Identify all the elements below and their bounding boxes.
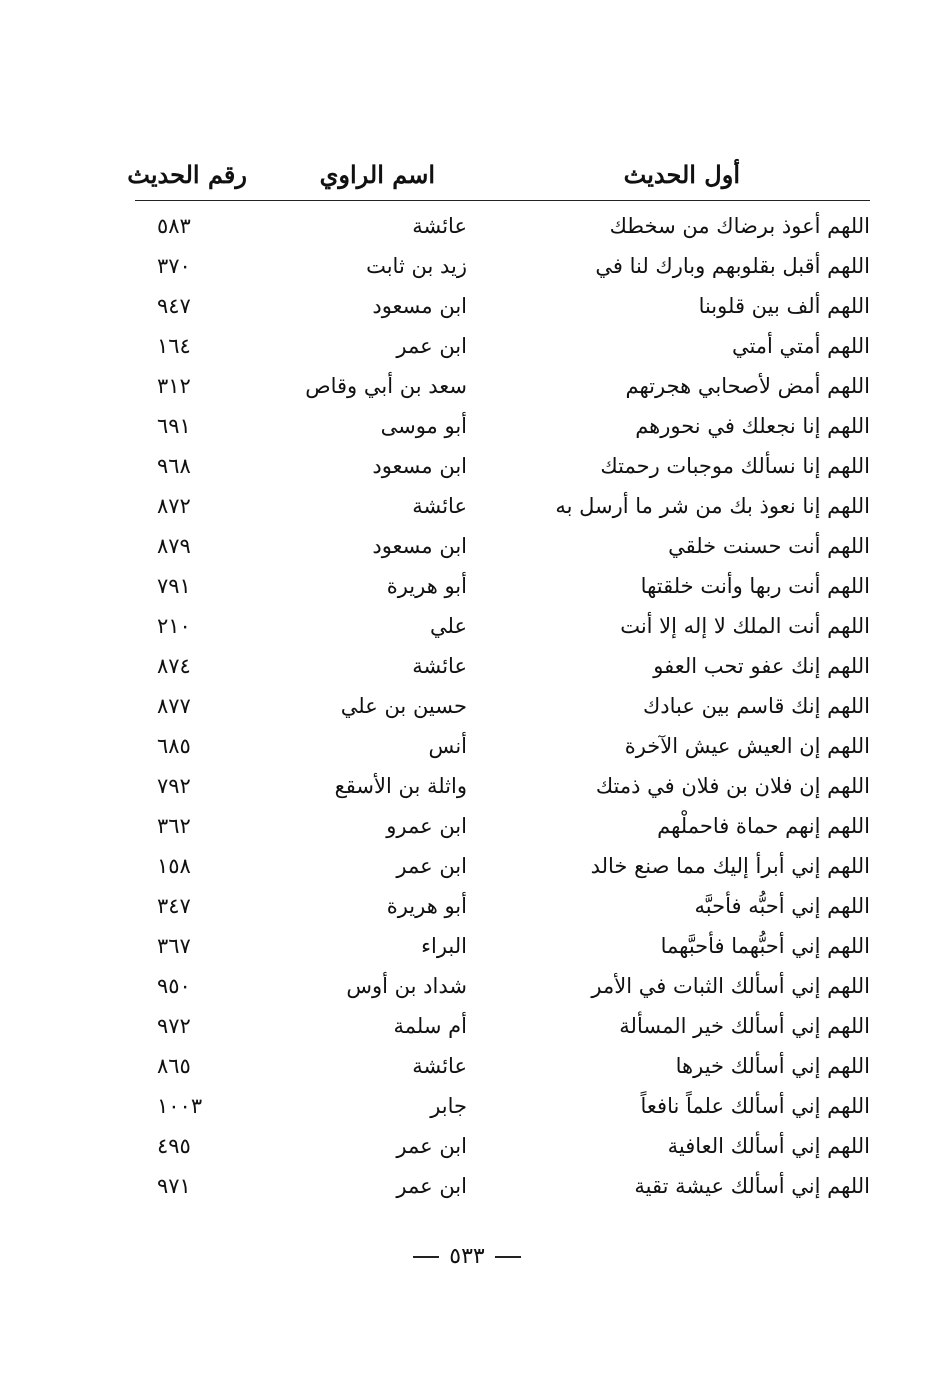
table-row	[135, 808, 870, 848]
table-row	[135, 928, 870, 968]
hadith-start-cell: اللهم إني أحبُّهما فأحبَّهما	[660, 934, 870, 958]
hadith-start-cell: اللهم أنت ربها وأنت خلقتها	[640, 574, 870, 598]
hadith-number-cell: ١٦٤	[157, 334, 191, 358]
table-row	[135, 888, 870, 928]
hadith-start-cell: اللهم إن فلان بن فلان في ذمتك	[595, 774, 870, 798]
hadith-number-cell: ٨٧٤	[157, 654, 191, 678]
table-row	[135, 328, 870, 368]
header-divider	[135, 200, 870, 201]
hadith-start-cell: اللهم إني أسألك عيشة تقية	[634, 1174, 870, 1198]
hadith-start-cell: اللهم إني أسألك خير المسألة	[619, 1014, 870, 1038]
hadith-start-cell: اللهم إن العيش عيش الآخرة	[624, 734, 870, 758]
hadith-number-cell: ٢١٠	[157, 614, 191, 638]
hadith-number-cell: ٩٦٨	[157, 454, 191, 478]
table-row	[135, 1048, 870, 1088]
table-row	[135, 1088, 870, 1128]
page-number: ٥٣٣	[449, 1244, 485, 1269]
table-row	[135, 688, 870, 728]
narrator-cell: حسين بن علي	[340, 694, 467, 718]
table-row	[135, 1128, 870, 1168]
narrator-cell: ابن مسعود	[372, 294, 467, 318]
hadith-number-cell: ٣٦٧	[157, 934, 191, 958]
hadith-number-cell: ٩٧١	[157, 1174, 191, 1198]
narrator-cell: ابن مسعود	[372, 454, 467, 478]
table-row	[135, 528, 870, 568]
hadith-number-cell: ٨٧٧	[157, 694, 191, 718]
hadith-start-cell: اللهم أمض لأصحابي هجرتهم	[625, 374, 870, 398]
header-hadith-number: رقم الحديث	[127, 160, 247, 189]
hadith-number-cell: ٩٥٠	[157, 974, 191, 998]
hadith-start-cell: اللهم إني أسألك الثبات في الأمر	[591, 974, 870, 998]
table-row	[135, 1008, 870, 1048]
hadith-start-cell: اللهم أعوذ برضاك من سخطك	[609, 214, 870, 238]
table-row	[135, 368, 870, 408]
footer-dash-right	[495, 1256, 521, 1258]
narrator-cell: أم سلمة	[393, 1014, 467, 1038]
hadith-number-cell: ١٥٨	[157, 854, 191, 878]
hadith-number-cell: ٨٧٢	[157, 494, 191, 518]
hadith-number-cell: ٨٦٥	[157, 1054, 191, 1078]
narrator-cell: أبو موسى	[380, 414, 467, 438]
hadith-start-cell: اللهم إنك عفو تحب العفو	[653, 654, 870, 678]
footer-dash-left	[413, 1256, 439, 1258]
table-row	[135, 248, 870, 288]
table-row	[135, 848, 870, 888]
page-footer	[0, 1244, 934, 1269]
table-row	[135, 728, 870, 768]
narrator-cell: شداد بن أوس	[346, 974, 467, 998]
narrator-cell: البراء	[421, 934, 467, 958]
table-row	[135, 208, 870, 248]
narrator-cell: عائشة	[412, 1054, 467, 1078]
table-row	[135, 568, 870, 608]
hadith-number-cell: ١٠٠٣	[157, 1094, 203, 1118]
hadith-start-cell: اللهم إنك قاسم بين عبادك	[642, 694, 870, 718]
hadith-number-cell: ٦٩١	[157, 414, 191, 438]
narrator-cell: عائشة	[412, 654, 467, 678]
narrator-cell: عائشة	[412, 214, 467, 238]
hadith-start-cell: اللهم أقبل بقلوبهم وبارك لنا في	[595, 254, 870, 278]
hadith-number-cell: ٧٩٢	[157, 774, 191, 798]
hadith-start-cell: اللهم إني أبرأ إليك مما صنع خالد	[590, 854, 870, 878]
hadith-start-cell: اللهم أنت حسنت خلقي	[668, 534, 870, 558]
table-row	[135, 488, 870, 528]
hadith-start-cell: اللهم ألف بين قلوبنا	[698, 294, 870, 318]
table-row	[135, 768, 870, 808]
table-row	[135, 608, 870, 648]
narrator-cell: أنس	[428, 734, 467, 758]
hadith-number-cell: ٩٤٧	[157, 294, 191, 318]
narrator-cell: عائشة	[412, 494, 467, 518]
table-header	[127, 160, 870, 202]
hadith-start-cell: اللهم إنا نسألك موجبات رحمتك	[600, 454, 870, 478]
hadith-start-cell: اللهم إنا نعوذ بك من شر ما أرسل به	[555, 494, 870, 518]
hadith-start-cell: اللهم إني أسألك خيرها	[675, 1054, 870, 1078]
table-row	[135, 288, 870, 328]
narrator-cell: علي	[430, 614, 467, 638]
hadith-number-cell: ٣٧٠	[157, 254, 191, 278]
table-row	[135, 1168, 870, 1208]
table-row	[135, 648, 870, 688]
narrator-cell: سعد بن أبي وقاص	[305, 374, 467, 398]
narrator-cell: أبو هريرة	[386, 574, 467, 598]
hadith-start-cell: اللهم أنت الملك لا إله إلا أنت	[620, 614, 870, 638]
hadith-number-cell: ٩٧٢	[157, 1014, 191, 1038]
hadith-number-cell: ٣١٢	[157, 374, 191, 398]
header-hadith-start: أول الحديث	[623, 160, 740, 189]
hadith-start-cell: اللهم إني أحبُّه فأحبَّه	[694, 894, 870, 918]
narrator-cell: ابن عمر	[396, 854, 467, 878]
table-row	[135, 408, 870, 448]
hadith-start-cell: اللهم إني أسألك علماً نافعاً	[640, 1094, 870, 1118]
hadith-number-cell: ٣٦٢	[157, 814, 191, 838]
hadith-number-cell: ٦٨٥	[157, 734, 191, 758]
header-narrator-name: اسم الراوي	[319, 160, 435, 189]
hadith-start-cell: اللهم أمتي أمتي	[731, 334, 870, 358]
narrator-cell: واثلة بن الأسقع	[334, 774, 467, 798]
narrator-cell: ابن عمر	[396, 1174, 467, 1198]
narrator-cell: ابن عمر	[396, 334, 467, 358]
hadith-number-cell: ٣٤٧	[157, 894, 191, 918]
hadith-start-cell: اللهم إنهم حماة فاحملْهم	[657, 814, 870, 838]
hadith-number-cell: ٤٩٥	[157, 1134, 191, 1158]
narrator-cell: ابن مسعود	[372, 534, 467, 558]
narrator-cell: ابن عمرو	[386, 814, 467, 838]
hadith-index-list	[135, 208, 870, 1208]
hadith-number-cell: ٨٧٩	[157, 534, 191, 558]
narrator-cell: ابن عمر	[396, 1134, 467, 1158]
narrator-cell: زيد بن ثابت	[366, 254, 467, 278]
hadith-start-cell: اللهم إنا نجعلك في نحورهم	[635, 414, 870, 438]
hadith-number-cell: ٧٩١	[157, 574, 191, 598]
hadith-start-cell: اللهم إني أسألك العافية	[667, 1134, 870, 1158]
narrator-cell: جابر	[430, 1094, 467, 1118]
table-row	[135, 968, 870, 1008]
narrator-cell: أبو هريرة	[386, 894, 467, 918]
table-row	[135, 448, 870, 488]
hadith-number-cell: ٥٨٣	[157, 214, 191, 238]
